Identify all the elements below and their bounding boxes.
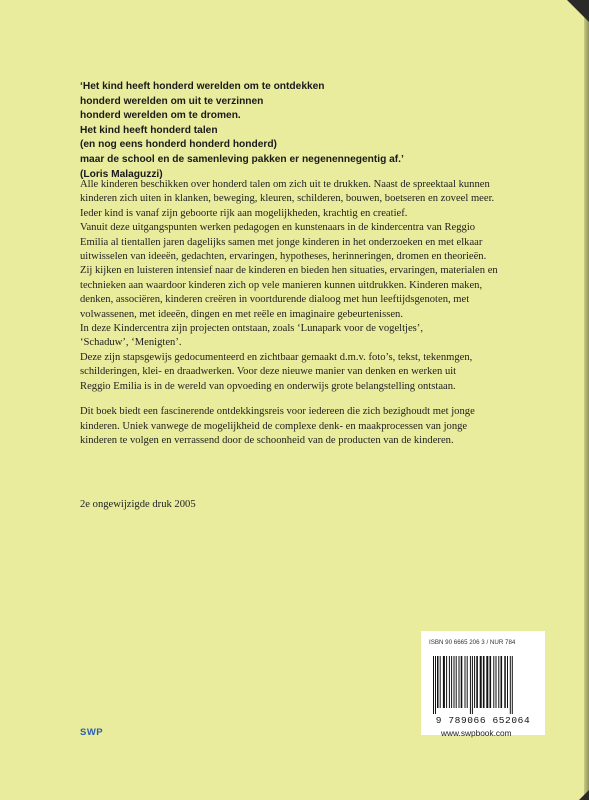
barcode-bar — [486, 656, 488, 708]
corner-top-right — [567, 0, 589, 22]
edition-note: 2e ongewijzigde druk 2005 — [80, 499, 196, 510]
blurb-line: volwassenen, met ideeën, dingen en met reële en imaginaire gebeurtenissen. — [80, 308, 403, 320]
blurb-line: Ieder kind is vanaf zijn geboorte rijk aan mogelijkheden, krachtig en creatief. — [80, 207, 408, 219]
malaguzzi-quote — [80, 80, 500, 182]
barcode-bar — [501, 656, 503, 708]
blurb — [80, 178, 520, 448]
publisher-logo: SWP — [80, 727, 104, 738]
barcode-bar — [449, 656, 450, 708]
barcode-bar — [467, 656, 468, 708]
barcode-bar — [443, 656, 445, 708]
blurb-line: kinderen zich uiten in klanken, beweging, kleuren, schilderen, bouwen, boetseren en zoveel meer. — [80, 193, 495, 205]
barcode-bar — [512, 656, 513, 714]
barcode-bar — [461, 656, 463, 708]
barcode-bar — [474, 656, 475, 708]
quote-line: (en nog eens honderd honderd honderd) — [80, 139, 277, 151]
barcode-bar — [504, 656, 506, 708]
barcode-bar — [498, 656, 499, 708]
barcode-bar — [446, 656, 447, 708]
cover-edge — [584, 0, 589, 800]
corner-bottom-right — [579, 790, 589, 800]
barcode-bar — [483, 656, 485, 708]
quote-line: ‘Het kind heeft honderd werelden om te ontdekken — [80, 81, 325, 92]
blurb-line: Vanuit deze uitgangspunten werken pedagogen en kunstenaars in de kindercentra van Reggio — [80, 222, 476, 234]
paragraph-gap — [80, 394, 520, 405]
blurb-line: Reggio Emilia is in de wereld van opvoeding en onderwijs grote belangstelling ontstaan. — [80, 380, 456, 392]
publisher-url: www.swpbook.com — [441, 728, 512, 738]
blurb-line: Emilia al tientallen jaren dagelijks samen met jonge kinderen in het onderzoeken en met elkaar — [80, 236, 483, 248]
barcode-bar — [440, 656, 441, 708]
blurb-line: Dit boek biedt een fascinerende ontdekkingsreis voor iedereen die zich bezighoudt met jonge — [80, 406, 475, 418]
blurb-line: Deze zijn stapsgewijs gedocumenteerd en zichtbaar gemaakt d.m.v. foto’s, tekst, tekenmgen, — [80, 351, 473, 363]
barcode-bar — [451, 656, 452, 708]
blurb-line: technieken aan waardoor kinderen zich op vele manieren kunnen uitdrukken. Kinderen maken, — [80, 279, 483, 291]
barcode-panel — [421, 631, 545, 735]
blurb-line: denken, associëren, kinderen creëren in voortdurende dialoog met hun leeftijdsgenoten, met — [80, 294, 470, 306]
barcode-bar — [472, 656, 473, 714]
quote-line: maar de school en de samenleving pakken er negenennegentig af.’ — [80, 153, 404, 165]
isbn-label: ISBN 90 6665 206 3 / NUR 784 — [429, 639, 516, 646]
quote-attribution: (Loris Malaguzzi) — [80, 168, 163, 180]
blurb-line: Alle kinderen beschikken over honderd talen om zich uit te drukken. Naast de spreektaal kunnen — [80, 179, 490, 190]
barcode-bar — [435, 656, 436, 714]
quote-line: honderd werelden om te dromen. — [80, 110, 241, 122]
barcode-bar — [454, 656, 455, 708]
blurb-line: In deze Kindercentra zijn projecten ontstaan, zoals ‘Lunapark voor de vogeltjes’, — [80, 323, 423, 335]
barcode-bar — [465, 656, 466, 708]
quote-line: Het kind heeft honderd talen — [80, 124, 218, 136]
blurb-line: kinderen. Uniek vanwege de mogelijkheid de complexe denk- en maakprocessen van jonge — [80, 420, 468, 432]
barcode-bar — [459, 656, 460, 708]
barcode-bar — [470, 656, 471, 714]
barcode-bar — [433, 656, 434, 714]
blurb-line: uitwisselen van ideeën, gedachten, ervaringen, hypotheses, herinneringen, dromen en theorieën. — [80, 251, 487, 263]
barcode-number: 9 789066 652064 — [435, 715, 531, 726]
blurb-line: kinderen te volgen en verrassend door de schoonheid van de producten van de kinderen. — [80, 434, 454, 446]
blurb-line: schilderingen, klei- en draadwerken. Voor deze nieuwe manier van denken en werken uit — [80, 366, 457, 378]
barcode-bar — [490, 656, 492, 708]
barcode-bar — [496, 656, 497, 708]
barcode-bar — [510, 656, 511, 714]
barcode-bar — [493, 656, 494, 708]
barcode-bar — [437, 656, 439, 708]
quote-line: honderd werelden om uit te verzinnen — [80, 95, 264, 107]
blurb-line: Zij kijken en luisteren intensief naar de kinderen en bieden hen situaties, ervaringen, materialen en — [80, 265, 498, 277]
barcode-bar — [480, 656, 482, 708]
barcode-icon — [433, 656, 533, 714]
blurb-line: ‘Schaduw’, ‘Menigten’. — [80, 337, 182, 349]
barcode-bar — [507, 656, 508, 708]
barcode-bar — [456, 656, 457, 708]
barcode-bar — [476, 656, 478, 708]
